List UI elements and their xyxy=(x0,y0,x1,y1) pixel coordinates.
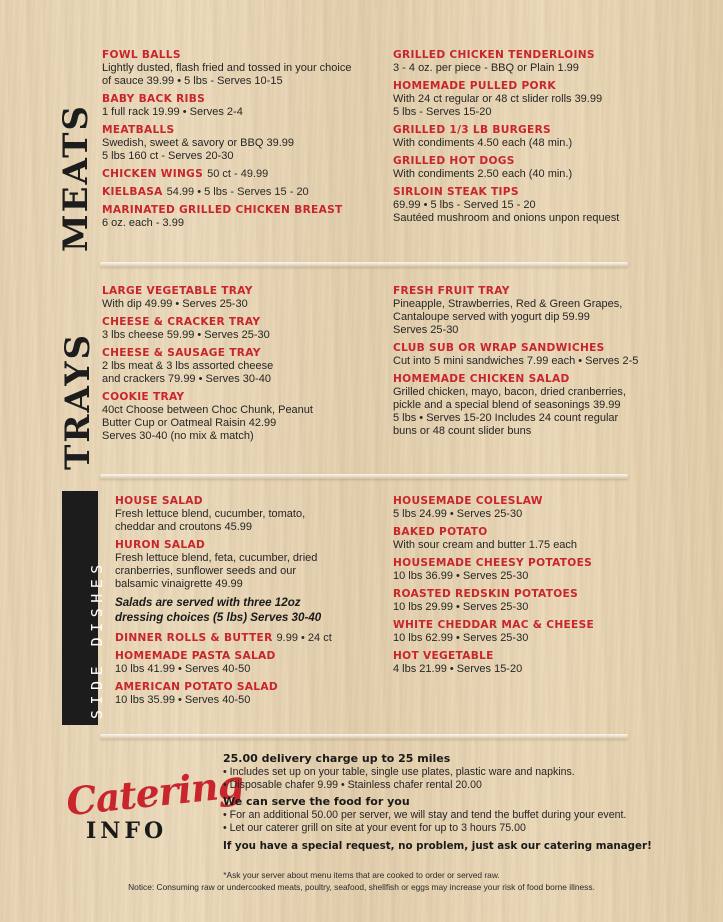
menu-item xyxy=(393,154,619,181)
menu-item-name xyxy=(393,525,594,539)
menu-item-description: 69.99 • 5 lbs - Served 15 - 20 xyxy=(393,199,536,211)
menu-item-title: BABY BACK RIBS xyxy=(102,93,206,105)
menu-item-description: 5 lbs 24.99 • Serves 25-30 xyxy=(393,508,523,520)
menu-item-description: Cut into 5 mini sandwiches 7.99 each • Serves 2-5 xyxy=(393,355,639,367)
menu-item-description: 5 lbs - Serves 15-20 xyxy=(393,106,492,118)
menu-item xyxy=(393,556,594,583)
menu-item-description: With dip 49.99 • Serves 25-30 xyxy=(102,298,248,310)
menu-item-title: GRILLED HOT DOGS xyxy=(393,155,515,167)
menu-item-name xyxy=(393,154,619,168)
menu-item-inline-detail: 9.99 • 24 ct xyxy=(276,632,332,644)
menu-item-title: CLUB SUB OR WRAP SANDWICHES xyxy=(393,342,605,354)
menu-item-name xyxy=(393,48,619,62)
menu-item xyxy=(393,79,619,119)
menu-item-description: cranberries, sunflower seeds and our xyxy=(115,565,296,577)
menu-item-description: and crackers 79.99 • Serves 30-40 xyxy=(102,373,271,385)
catering-logo-info: INFO xyxy=(86,818,168,844)
menu-item-title: HOMEMADE PULLED PORK xyxy=(393,80,556,92)
menu-item-name xyxy=(393,587,594,601)
menu-item xyxy=(102,203,351,230)
trays-title: TRAYS xyxy=(58,332,98,470)
menu-item-name xyxy=(102,123,351,137)
menu-item-description: Fresh lettuce blend, feta, cucumber, dried xyxy=(115,552,318,564)
menu-item-inline-detail: 50 ct - 49.99 xyxy=(207,168,269,180)
menu-item-description: Serves 30-40 (no mix & match) xyxy=(102,430,254,442)
menu-item-description: of sauce 39.99 • 5 lbs - Serves 10-15 xyxy=(102,75,283,87)
menu-item-name xyxy=(102,167,351,181)
menu-item-name xyxy=(393,284,638,298)
menu-item-title: HOUSEMADE COLESLAW xyxy=(393,495,543,507)
menu-item-title: SIRLOIN STEAK TIPS xyxy=(393,186,519,198)
trays-left-column xyxy=(102,284,313,447)
menu-item-description: 10 lbs 62.99 • Serves 25-30 xyxy=(393,632,529,644)
menu-item-name xyxy=(393,123,619,137)
menu-item-description: balsamic vinaigrette 49.99 xyxy=(115,578,243,590)
menu-item-description: 6 oz. each - 3.99 xyxy=(102,217,184,229)
menu-item-description: 40ct Choose between Choc Chunk, Peanut xyxy=(102,404,313,416)
menu-item-description: 3 lbs cheese 59.99 • Serves 25-30 xyxy=(102,329,270,341)
menu-item-description: Swedish, sweet & savory or BBQ 39.99 xyxy=(102,137,294,149)
menu-item-description: Cantaloupe served with yogurt dip 59.99 xyxy=(393,311,590,323)
menu-item-description: 10 lbs 36.99 • Serves 25-30 xyxy=(393,570,529,582)
menu-item-title: MARINATED GRILLED CHICKEN BREAST xyxy=(102,204,343,216)
menu-item-name xyxy=(102,346,313,360)
menu-item xyxy=(393,494,594,521)
menu-item-title: CHEESE & SAUSAGE TRAY xyxy=(102,347,261,359)
menu-item-title: GRILLED 1/3 LB BURGERS xyxy=(393,124,551,136)
menu-item xyxy=(102,346,313,386)
menu-item xyxy=(393,341,638,368)
menu-item xyxy=(102,390,313,443)
menu-item-title: MEATBALLS xyxy=(102,124,175,136)
menu-item xyxy=(102,167,351,181)
menu-item-title: LARGE VEGETABLE TRAY xyxy=(102,285,253,297)
menu-item-description: 10 lbs 41.99 • Serves 40-50 xyxy=(115,663,251,675)
menu-item-name xyxy=(393,79,619,93)
menu-item-name xyxy=(393,494,594,508)
menu-item-name xyxy=(115,538,332,552)
menu-item xyxy=(102,284,313,311)
meats-right-column xyxy=(393,48,619,229)
menu-item-description: With condiments 4.50 each (48 min.) xyxy=(393,137,573,149)
menu-item-name xyxy=(102,185,351,199)
menu-item-description: With sour cream and butter 1.75 each xyxy=(393,539,578,551)
menu-item-title: FRESH FRUIT TRAY xyxy=(393,285,510,297)
menu-item xyxy=(115,649,332,676)
divider-meats-trays xyxy=(100,262,628,267)
menu-item-title: ROASTED REDSKIN POTATOES xyxy=(393,588,579,600)
menu-item-title: HURON SALAD xyxy=(115,539,206,551)
menu-item-title: HOT VEGETABLE xyxy=(393,650,494,662)
menu-item-description: Lightly dusted, flash fried and tossed in your choice xyxy=(102,62,352,74)
footer-notice: Notice: Consuming raw or undercooked meats, poultry, seafood, shellfish or eggs may increase your risk of food borne illness. xyxy=(128,882,595,892)
menu-item xyxy=(102,48,351,88)
salad-note-line: Salads are served with three 12oz xyxy=(115,596,301,609)
menu-item-description: Grilled chicken, mayo, bacon, dried cranberries, xyxy=(393,386,626,398)
salad-note-line: dressing choices (5 lbs) Serves 30-40 xyxy=(115,611,322,624)
footer-raw-note: *Ask your server about menu items that are cooked to order or served raw. xyxy=(223,870,500,880)
trays-right-column xyxy=(393,284,638,442)
menu-item-title: BAKED POTATO xyxy=(393,526,488,538)
sides-left-items xyxy=(115,494,332,591)
menu-item xyxy=(102,315,313,342)
sides-left-items-more xyxy=(115,631,332,707)
menu-item xyxy=(102,123,351,163)
menu-item-title: FOWL BALLS xyxy=(102,49,181,61)
menu-item xyxy=(115,494,332,534)
menu-item-title: HOMEMADE CHICKEN SALAD xyxy=(393,373,570,385)
menu-item-description: 10 lbs 35.99 • Serves 40-50 xyxy=(115,694,251,706)
menu-item-description: Sautéed mushroom and onions unpon request xyxy=(393,212,620,224)
menu-item-title: CHEESE & CRACKER TRAY xyxy=(102,316,261,328)
catering-details xyxy=(223,752,652,852)
menu-item-title: DINNER ROLLS & BUTTER xyxy=(115,632,273,644)
menu-item xyxy=(393,123,619,150)
menu-item xyxy=(393,649,594,676)
menu-item-description: 3 - 4 oz. per piece - BBQ or Plain 1.99 xyxy=(393,62,579,74)
menu-item-description: With condiments 2.50 each (40 min.) xyxy=(393,168,573,180)
menu-item-description: pickle and a special blend of seasonings 39.99 xyxy=(393,399,621,411)
menu-item-description: 5 lbs • Serves 15-20 Includes 24 count regular xyxy=(393,412,619,424)
menu-item-title: KIELBASA xyxy=(102,186,163,198)
menu-item-title: COOKIE TRAY xyxy=(102,391,185,403)
menu-item-description: cheddar and croutons 45.99 xyxy=(115,521,252,533)
menu-item-description: 4 lbs 21.99 • Serves 15-20 xyxy=(393,663,523,675)
sides-right-column xyxy=(393,494,594,680)
delivery-heading: 25.00 delivery charge up to 25 miles xyxy=(223,752,451,765)
menu-item xyxy=(393,587,594,614)
menu-item-description: With 24 ct regular or 48 ct slider rolls 39.99 xyxy=(393,93,603,105)
side-dishes-title-box xyxy=(62,491,106,725)
menu-item-name xyxy=(102,390,313,404)
menu-item-title: CHICKEN WINGS xyxy=(102,168,204,180)
meats-title: MEATS xyxy=(56,104,96,252)
menu-item-title: HOMEMADE PASTA SALAD xyxy=(115,650,276,662)
menu-item xyxy=(393,525,594,552)
menu-item-name xyxy=(102,92,351,106)
menu-item-description: Fresh lettuce blend, cucumber, tomato, xyxy=(115,508,306,520)
menu-item-description: 10 lbs 29.99 • Serves 25-30 xyxy=(393,601,529,613)
divider-sides-catering xyxy=(100,734,628,739)
menu-item-inline-detail: 54.99 • 5 lbs - Serves 15 - 20 xyxy=(166,186,309,198)
menu-item-title: HOUSEMADE CHEESY POTATOES xyxy=(393,557,593,569)
sides-left-column xyxy=(115,494,332,711)
menu-item-description: 2 lbs meat & 3 lbs assorted cheese xyxy=(102,360,274,372)
menu-item-name xyxy=(393,618,594,632)
special-request: If you have a special request, no problem, just ask our catering manager! xyxy=(223,840,652,852)
menu-item xyxy=(102,92,351,119)
serve-line: • Let our caterer grill on site at your event for up to 3 hours 75.00 xyxy=(223,821,526,834)
menu-item-name xyxy=(115,494,332,508)
serve-heading: We can serve the food for you xyxy=(223,795,410,808)
salad-note xyxy=(115,595,332,625)
menu-item-name xyxy=(115,680,332,694)
menu-item-description: Serves 25-30 xyxy=(393,324,459,336)
divider-trays-sides xyxy=(100,474,628,479)
menu-item-description: Pineapple, Strawberries, Red & Green Grapes, xyxy=(393,298,623,310)
menu-item-name xyxy=(393,556,594,570)
menu-item-description: buns or 48 count slider buns xyxy=(393,425,532,437)
menu-item-description: 5 lbs 160 ct - Serves 20-30 xyxy=(102,150,234,162)
menu-item-name xyxy=(115,649,332,663)
menu-item-title: HOUSE SALAD xyxy=(115,495,203,507)
meats-left-column xyxy=(102,48,351,234)
serve-line: • For an additional 50.00 per server, we will stay and tend the buffet during your event. xyxy=(223,809,627,821)
menu-item-description: Butter Cup or Oatmeal Raisin 42.99 xyxy=(102,417,277,429)
menu-item-name xyxy=(102,48,351,62)
side-dishes-title: SIDE DISHES xyxy=(88,559,106,719)
menu-item-name xyxy=(393,341,638,355)
menu-item-name xyxy=(393,185,619,199)
menu-item xyxy=(115,631,332,645)
menu-item-name xyxy=(393,649,594,663)
menu-item xyxy=(102,185,351,199)
menu-item-title: WHITE CHEDDAR MAC & CHEESE xyxy=(393,619,595,631)
menu-item-name xyxy=(102,315,313,329)
menu-item-name xyxy=(115,631,332,645)
menu-item xyxy=(393,372,638,438)
menu-item-title: AMERICAN POTATO SALAD xyxy=(115,681,278,693)
menu-item-description: 1 full rack 19.99 • Serves 2-4 xyxy=(102,106,243,118)
menu-item xyxy=(393,284,638,337)
menu-item xyxy=(115,538,332,591)
menu-item-name xyxy=(102,203,351,217)
menu-item-name xyxy=(102,284,313,298)
catering-logo-script: Catering xyxy=(64,760,246,825)
menu-item xyxy=(393,618,594,645)
menu-item xyxy=(393,48,619,75)
delivery-line: • Includes set up on your table, single use plates, plastic ware and napkins. xyxy=(223,766,575,778)
menu-item-title: GRILLED CHICKEN TENDERLOINS xyxy=(393,49,595,61)
menu-item xyxy=(393,185,619,225)
delivery-line: • Disposable chafer 9.99 • Stainless chafer rental 20.00 xyxy=(223,778,482,791)
menu-item-name xyxy=(393,372,638,386)
menu-item xyxy=(115,680,332,707)
